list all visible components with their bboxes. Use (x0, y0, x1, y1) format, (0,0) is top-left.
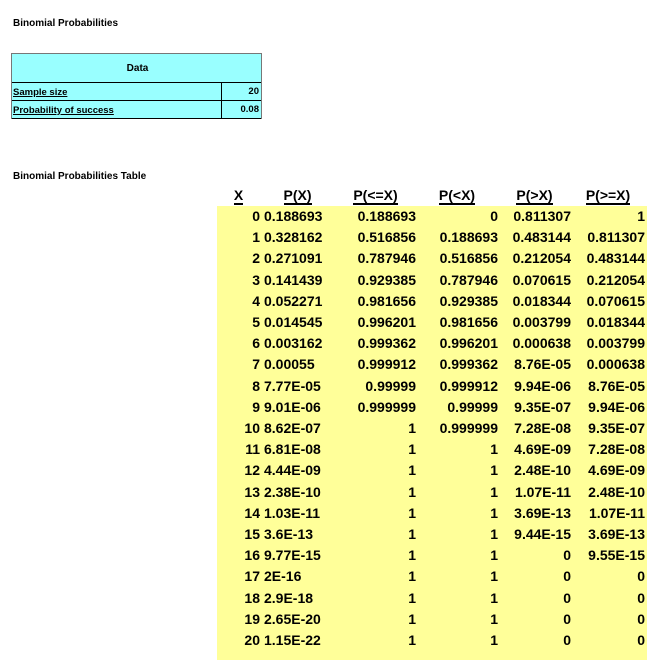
table-row (217, 227, 647, 248)
cell-px[interactable]: 0.052271 (264, 292, 323, 309)
cell-pgt[interactable]: 0.000638 (512, 335, 571, 352)
cell-ple[interactable]: 0.188693 (357, 207, 416, 224)
table-header-row (217, 185, 647, 206)
table-row (217, 291, 647, 312)
cell-pge[interactable]: 9.55E-15 (588, 547, 645, 564)
cell-px[interactable]: 2.65E-20 (264, 610, 321, 627)
cell-pge[interactable]: 8.76E-05 (588, 377, 645, 394)
cell-px[interactable]: 2.9E-18 (264, 589, 314, 606)
cell-plt[interactable]: 0 (490, 207, 498, 224)
cell-pge[interactable]: 0.070615 (586, 292, 645, 309)
cell-x[interactable]: 7 (252, 356, 260, 373)
cell-pgt[interactable]: 4.69E-09 (514, 441, 571, 458)
cell-pge[interactable]: 0 (637, 568, 645, 585)
cell-pgt[interactable]: 0.811307 (513, 207, 571, 224)
cell-ple[interactable]: 1 (408, 610, 416, 627)
cell-x[interactable]: 19 (244, 610, 260, 627)
table-row (217, 482, 647, 503)
table-row (217, 566, 647, 587)
header-x: X (233, 187, 244, 203)
cell-pgt[interactable]: 7.28E-08 (514, 419, 571, 436)
cell-plt[interactable]: 1 (490, 610, 498, 627)
cell-x[interactable]: 17 (244, 568, 260, 585)
cell-ple[interactable]: 1 (408, 631, 416, 648)
cell-px[interactable]: 2.38E-10 (264, 483, 321, 500)
cell-plt[interactable]: 1 (490, 483, 498, 500)
cell-pgt[interactable]: 0 (563, 568, 571, 585)
cell-px[interactable]: 0.014545 (264, 313, 323, 330)
cell-plt[interactable]: 0.929385 (439, 292, 498, 309)
table-title: Binomial Probabilities Table (13, 171, 147, 182)
cell-plt[interactable]: 0.188693 (439, 229, 498, 246)
cell-plt[interactable]: 0.999362 (439, 356, 498, 373)
cell-ple[interactable]: 0.929385 (357, 271, 416, 288)
cell-ple[interactable]: 1 (408, 419, 416, 436)
cell-pge[interactable]: 3.69E-13 (588, 525, 645, 542)
cell-ple[interactable]: 1 (408, 462, 416, 479)
cell-plt[interactable]: 1 (490, 441, 498, 458)
cell-px[interactable]: 1.15E-22 (264, 631, 321, 648)
cell-x[interactable]: 1 (252, 229, 260, 246)
cell-x[interactable]: 9 (252, 398, 260, 415)
table-row (217, 524, 647, 545)
table-row (217, 418, 647, 439)
cell-x[interactable]: 16 (244, 547, 260, 564)
probability-label: Probability of success (13, 105, 114, 116)
header-ple: P(<=X) (353, 187, 398, 203)
header-plt: P(<X) (438, 187, 476, 203)
cell-ple[interactable]: 1 (408, 547, 416, 564)
cell-ple[interactable]: 0.981656 (357, 292, 416, 309)
cell-ple[interactable]: 0.999362 (357, 335, 416, 352)
cell-px[interactable]: 4.44E-09 (264, 462, 321, 479)
cell-ple[interactable]: 1 (408, 525, 416, 542)
cell-pge[interactable]: 0 (637, 631, 645, 648)
cell-pge[interactable]: 0.000638 (586, 356, 645, 373)
cell-pgt[interactable]: 0.212054 (512, 250, 571, 267)
probability-row (12, 100, 261, 119)
cell-plt[interactable]: 0.996201 (439, 335, 498, 352)
cell-x[interactable]: 14 (244, 504, 260, 521)
table-row (217, 270, 647, 291)
cell-plt[interactable]: 1 (490, 568, 498, 585)
table-row (217, 312, 647, 333)
cell-ple[interactable]: 1 (408, 441, 416, 458)
cell-pge[interactable]: 1 (637, 207, 645, 224)
cell-pgt[interactable]: 0.003799 (512, 313, 571, 330)
table-row (217, 248, 647, 269)
table-row (217, 397, 647, 418)
cell-pgt[interactable]: 8.76E-05 (514, 356, 571, 373)
cell-px[interactable]: 0.003162 (264, 335, 323, 352)
cell-pge[interactable]: 2.48E-10 (588, 483, 645, 500)
table-row (217, 439, 647, 460)
sample-size-cell[interactable]: 20 (221, 83, 261, 100)
cell-x[interactable]: 0 (252, 207, 260, 224)
cell-ple[interactable]: 0.99999 (365, 377, 416, 394)
cell-x[interactable]: 8 (252, 377, 260, 394)
cell-plt[interactable]: 0.787946 (439, 271, 498, 288)
table-row (217, 588, 647, 609)
cell-x[interactable]: 6 (252, 335, 260, 352)
cell-ple[interactable]: 1 (408, 483, 416, 500)
cell-px[interactable]: 0.188693 (264, 207, 323, 224)
cell-x[interactable]: 11 (245, 441, 260, 458)
data-input-box (11, 53, 262, 119)
cell-pge[interactable]: 0.018344 (586, 313, 645, 330)
cell-px[interactable]: 9.77E-15 (264, 547, 321, 564)
table-row (217, 630, 647, 651)
cell-plt[interactable]: 0.99999 (447, 398, 498, 415)
cell-plt[interactable]: 0.981656 (439, 313, 498, 330)
cell-ple[interactable]: 1 (408, 504, 416, 521)
cell-ple[interactable]: 1 (408, 589, 416, 606)
header-px: P(X) (283, 187, 312, 203)
cell-px[interactable]: 0.141439 (264, 271, 323, 288)
cell-px[interactable]: 0.328162 (264, 229, 323, 246)
cell-x[interactable]: 13 (244, 483, 260, 500)
table-row (217, 354, 647, 375)
cell-x[interactable]: 4 (252, 292, 260, 309)
sample-size-label: Sample size (13, 87, 68, 98)
cell-pgt[interactable]: 0.018344 (512, 292, 571, 309)
cell-pgt[interactable]: 9.44E-15 (514, 525, 571, 542)
cell-plt[interactable]: 1 (490, 525, 498, 542)
cell-pgt[interactable]: 9.35E-07 (514, 398, 571, 415)
page-title: Binomial Probabilities (13, 18, 119, 29)
cell-plt[interactable]: 0.516856 (439, 250, 498, 267)
table-row (217, 206, 647, 227)
cell-px[interactable]: 9.01E-06 (264, 398, 321, 415)
cell-plt[interactable]: 0.999912 (439, 377, 498, 394)
cell-pge[interactable]: 7.28E-08 (588, 441, 645, 458)
cell-pgt[interactable]: 0 (563, 631, 571, 648)
cell-plt[interactable]: 1 (490, 589, 498, 606)
cell-pge[interactable]: 0.483144 (586, 250, 645, 267)
cell-x[interactable]: 20 (244, 631, 260, 648)
cell-pge[interactable]: 0.003799 (586, 335, 645, 352)
cell-px[interactable]: 0.00055 (264, 356, 315, 373)
header-pgt: P(>X) (516, 187, 553, 203)
cell-pgt[interactable]: 0.483144 (512, 229, 571, 246)
cell-px[interactable]: 0.271091 (264, 250, 323, 267)
cell-plt[interactable]: 1 (490, 462, 498, 479)
cell-x[interactable]: 12 (244, 462, 260, 479)
cell-px[interactable]: 1.03E-11 (264, 504, 321, 521)
cell-x[interactable]: 18 (244, 589, 260, 606)
cell-pge[interactable]: 0 (637, 610, 645, 627)
cell-pgt[interactable]: 3.69E-13 (514, 504, 571, 521)
cell-plt[interactable]: 1 (490, 504, 498, 521)
binomial-table (217, 185, 647, 660)
cell-ple[interactable]: 0.787946 (357, 250, 416, 267)
cell-x[interactable]: 3 (252, 271, 260, 288)
cell-px[interactable]: 8.62E-07 (264, 419, 321, 436)
cell-ple[interactable]: 0.999912 (357, 356, 416, 373)
cell-pgt[interactable]: 0 (563, 547, 571, 564)
cell-plt[interactable]: 0.999999 (439, 419, 498, 436)
table-row (217, 376, 647, 397)
cell-pge[interactable]: 0 (637, 589, 645, 606)
cell-pgt[interactable]: 0.070615 (512, 271, 571, 288)
cell-ple[interactable]: 0.999999 (357, 398, 416, 415)
cell-pgt[interactable]: 9.94E-06 (514, 377, 571, 394)
table-row (217, 333, 647, 354)
header-pge: P(>=X) (585, 187, 631, 203)
cell-pge[interactable]: 4.69E-09 (588, 462, 645, 479)
cell-pge[interactable]: 9.94E-06 (588, 398, 645, 415)
table-row (217, 545, 647, 566)
cell-pgt[interactable]: 1.07E-11 (514, 483, 571, 500)
cell-x[interactable]: 2 (252, 250, 260, 267)
table-row (217, 503, 647, 524)
cell-ple[interactable]: 1 (408, 568, 416, 585)
cell-pgt[interactable]: 0 (563, 589, 571, 606)
table-row (217, 460, 647, 481)
cell-px[interactable]: 3.6E-13 (264, 525, 314, 542)
sample-size-row (12, 82, 261, 100)
cell-x[interactable]: 10 (244, 419, 260, 436)
cell-pgt[interactable]: 0 (563, 610, 571, 627)
cell-pgt[interactable]: 2.48E-10 (514, 462, 571, 479)
probability-cell[interactable]: 0.08 (221, 101, 261, 118)
cell-px[interactable]: 7.77E-05 (264, 377, 321, 394)
table-row (217, 609, 647, 630)
cell-pge[interactable]: 0.212054 (586, 271, 645, 288)
cell-ple[interactable]: 0.516856 (357, 229, 416, 246)
cell-pge[interactable]: 0.811307 (587, 229, 645, 246)
cell-x[interactable]: 5 (252, 313, 260, 330)
cell-pge[interactable]: 1.07E-11 (588, 504, 645, 521)
cell-px[interactable]: 6.81E-08 (264, 441, 321, 458)
cell-ple[interactable]: 0.996201 (357, 313, 416, 330)
cell-plt[interactable]: 1 (490, 547, 498, 564)
cell-x[interactable]: 15 (244, 525, 260, 542)
cell-pge[interactable]: 9.35E-07 (588, 419, 645, 436)
data-header: Data (126, 63, 149, 74)
cell-px[interactable]: 2E-16 (264, 568, 302, 585)
cell-plt[interactable]: 1 (490, 631, 498, 648)
